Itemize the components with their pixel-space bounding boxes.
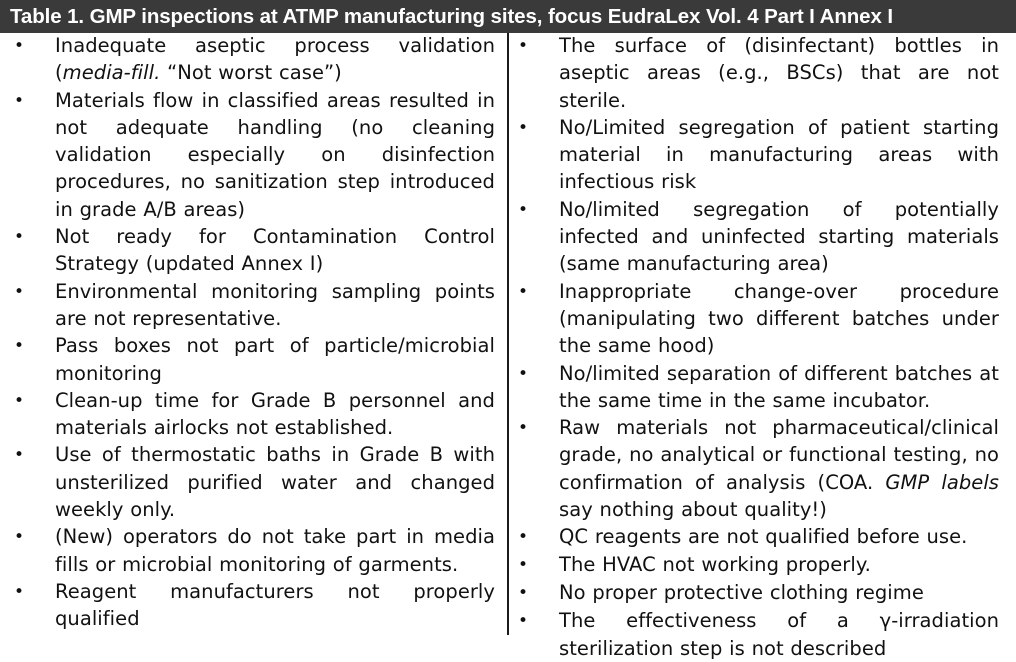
text-segment: “Not worst case”) — [167, 61, 342, 85]
bullet-icon: • — [518, 418, 529, 439]
right-list-item-text — [559, 360, 999, 415]
right-list-item — [516, 607, 999, 662]
bullet-icon: • — [518, 199, 529, 220]
bullet-icon: • — [518, 611, 529, 632]
text-segment: Materials flow in classified areas resulted in not adequate handling (no cleaning validation especially on disinfection procedures, no sanitization step introduced in grade A/B areas) — [55, 88, 495, 221]
left-list-item-text — [55, 32, 495, 87]
text-segment: The HVAC not working properly. — [559, 553, 871, 577]
text-segment: Reagent manufacturers not properly qualified — [55, 579, 495, 631]
right-list-item — [516, 32, 999, 114]
left-list-item-text — [55, 87, 495, 223]
left-list-item — [12, 32, 495, 87]
bullet-icon: • — [518, 527, 529, 548]
bullet-icon: • — [518, 36, 529, 56]
text-segment: Raw materials not pharmaceutical/clinical grade, no analytical or functional testing, no confirmation of analysis (COA. — [559, 416, 999, 494]
left-list-item-text — [55, 441, 495, 523]
bullet-icon: • — [518, 363, 529, 384]
right-list-item-text — [559, 579, 999, 606]
right-list-item — [516, 414, 999, 523]
left-list-item — [12, 332, 495, 387]
right-list-item-text — [559, 32, 999, 114]
bullet-icon: • — [14, 227, 25, 248]
italic-text-segment: media-fill. — [62, 61, 168, 85]
right-list-item — [516, 114, 999, 196]
right-list-item-text — [559, 278, 999, 360]
left-list-item-text — [55, 523, 495, 578]
text-segment: Pass boxes not part of particle/microbial monitoring — [55, 334, 495, 385]
left-list-item — [12, 523, 495, 578]
text-segment: No/Limited segregation of patient starting material in manufacturing areas with infectious risk — [559, 115, 999, 194]
left-list-item-text — [55, 223, 495, 278]
left-list-item — [12, 223, 495, 278]
text-segment: (New) operators do not take part in media fills or microbial monitoring of garments. — [55, 525, 495, 576]
text-segment: The effectiveness of a γ-irradiation sterilization step is not described — [559, 609, 999, 660]
left-list-item — [12, 278, 495, 333]
text-segment: No/limited segregation of potentially infected and uninfected starting materials (same manufacturing area) — [559, 197, 999, 276]
bullet-icon: • — [14, 336, 25, 357]
left-list-item — [12, 578, 495, 633]
text-segment: No proper protective clothing regime — [559, 581, 924, 605]
text-segment: Environmental monitoring sampling points are not representative. — [55, 279, 495, 330]
right-list-item — [516, 523, 999, 551]
text-segment: Use of thermostatic baths in Grade B with unsterilized purified water and changed weekly only. — [55, 443, 495, 522]
bullet-icon: • — [518, 281, 529, 302]
text-segment: QC reagents are not qualified before use. — [559, 525, 968, 549]
bullet-icon: • — [518, 583, 529, 604]
left-list-item-text — [55, 387, 495, 442]
right-list-item — [516, 579, 999, 607]
text-segment: Not ready for Contamination Control Strategy (updated Annex I) — [55, 225, 495, 276]
text-segment: No/limited separation of different batches at the same time in the same incubator. — [559, 361, 999, 412]
bullet-icon: • — [518, 117, 529, 138]
bullet-icon: • — [518, 555, 529, 576]
right-list-item-text — [559, 551, 999, 578]
text-segment: say nothing about quality!) — [559, 498, 827, 522]
bullet-icon: • — [14, 90, 25, 111]
right-list-item — [516, 551, 999, 579]
column-divider — [507, 33, 509, 635]
table-title: Table 1. GMP inspections at ATMP manufacturing sites, focus EudraLex Vol. 4 Part I Annex I — [10, 4, 893, 28]
bullet-icon: • — [14, 445, 25, 466]
text-segment: Inadequate aseptic process validation ( — [55, 34, 495, 85]
text-segment: The surface of (disinfectant) bottles in aseptic areas (e.g., BSCs) that are not sterile. — [559, 34, 999, 112]
bullet-icon: • — [14, 281, 25, 302]
right-column — [516, 32, 999, 662]
right-list-item — [516, 278, 999, 360]
bullet-icon: • — [14, 581, 25, 602]
left-list-item-text — [55, 278, 495, 333]
left-list-item-text — [55, 578, 495, 633]
text-segment: Inappropriate change-over procedure (manipulating two different batches under the same hood) — [559, 279, 999, 358]
text-segment: Clean-up time for Grade B personnel and materials airlocks not established. — [55, 388, 495, 440]
left-list-item — [12, 87, 495, 223]
right-list-item-text — [559, 196, 999, 278]
italic-text-segment: GMP labels — [885, 470, 1000, 494]
right-list-item-text — [559, 114, 999, 196]
bullet-icon: • — [14, 527, 25, 548]
bullet-icon: • — [14, 36, 25, 56]
bullet-icon: • — [14, 390, 25, 411]
left-list-item — [12, 387, 495, 442]
left-column — [12, 32, 495, 633]
left-list-item-text — [55, 332, 495, 387]
right-list-item-text — [559, 607, 999, 662]
right-list-item — [516, 360, 999, 415]
right-list-item — [516, 196, 999, 278]
table-title-bar — [0, 0, 1016, 33]
right-list-item-text — [559, 414, 999, 523]
left-list-item — [12, 441, 495, 523]
right-list-item-text — [559, 523, 999, 550]
